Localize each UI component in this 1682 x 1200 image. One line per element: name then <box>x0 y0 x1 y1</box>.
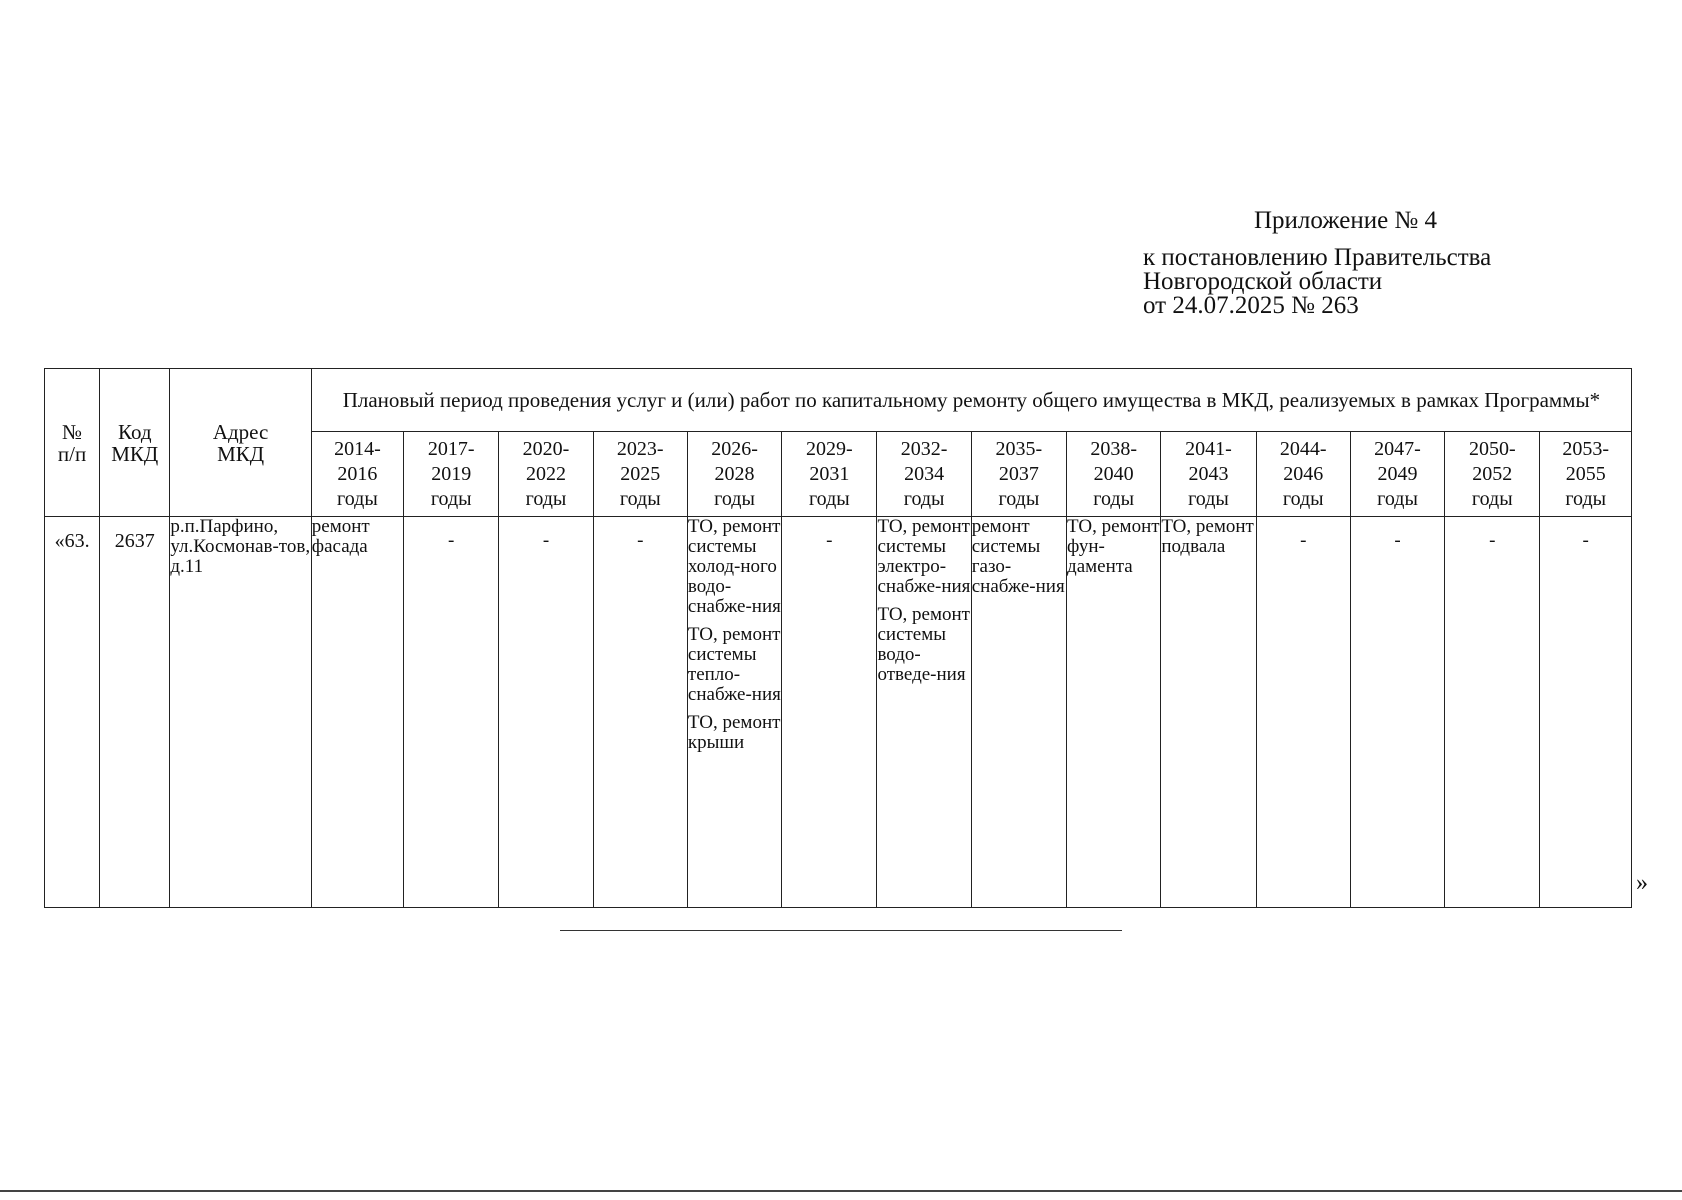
cell-2017: - <box>404 517 499 908</box>
header-planned-period: Плановый период проведения услуг и (или) работ по капитальному ремонту общего имущества в МКД, реализуемых в рамках Программы* <box>311 369 1631 432</box>
year-2044-end: 2046 <box>1283 462 1324 485</box>
year-2044-start: 2044- <box>1279 437 1327 460</box>
appendix-line-resolution: к постановлению Правительства <box>1143 244 1492 271</box>
year-2050 <box>1445 432 1540 517</box>
row-number: «63. <box>45 517 100 908</box>
year-2017-start: 2017- <box>427 437 475 460</box>
header-code-line1: Код <box>117 419 152 444</box>
year-2053 <box>1540 432 1632 517</box>
cell-2023: - <box>593 517 687 908</box>
year-2026-start: 2026- <box>711 437 758 460</box>
year-2047-end: 2049 <box>1377 462 1418 485</box>
year-2035-start: 2035- <box>995 437 1043 460</box>
year-2020-start: 2020- <box>522 437 570 460</box>
year-2026-end: 2028 <box>714 462 755 485</box>
year-2032-end: 2034 <box>904 462 945 485</box>
year-2014-unit: годы <box>337 487 378 510</box>
year-2023-start: 2023- <box>616 437 664 460</box>
year-2032 <box>877 432 971 517</box>
year-2014 <box>311 432 403 517</box>
year-2023-end: 2025 <box>620 462 661 485</box>
year-2026-unit: годы <box>714 487 755 510</box>
header-code <box>100 369 170 517</box>
header-num-line2: п/п <box>57 441 87 466</box>
row-address: р.п.Парфино, ул.Космонав-тов, д.11 <box>170 517 311 908</box>
year-2029-unit: годы <box>808 487 850 510</box>
header-num <box>45 369 100 517</box>
row-code: 2637 <box>100 517 170 908</box>
work-roof: ТО, ремонт крыши <box>687 712 781 753</box>
appendix-line-region: Новгородской области <box>1143 268 1383 295</box>
header-address-line2: МКД <box>217 441 265 466</box>
year-2053-start: 2053- <box>1562 437 1610 460</box>
year-2038-unit: годы <box>1093 487 1135 510</box>
cell-2041: ТО, ремонт подвала <box>1161 517 1256 908</box>
year-2047-start: 2047- <box>1374 437 1421 460</box>
year-2038-end: 2040 <box>1093 462 1134 485</box>
work-sewerage: ТО, ремонт системы водо-отведе-ния <box>877 604 970 685</box>
cell-2035: ремонт системы газо-снабже-ния <box>971 517 1066 908</box>
year-2017-unit: годы <box>430 487 472 510</box>
work-cold-water: ТО, ремонт системы холод-ного водо-снабже-ния <box>687 516 781 617</box>
cell-2053: - <box>1540 517 1632 908</box>
closing-quote: » <box>1636 870 1648 896</box>
year-2050-start: 2050- <box>1468 437 1516 460</box>
year-2014-start: 2014- <box>334 437 381 460</box>
year-2020-end: 2022 <box>525 462 566 485</box>
year-2050-unit: годы <box>1471 487 1513 510</box>
cell-2047: - <box>1350 517 1444 908</box>
header-address-line1: Адрес <box>212 419 269 444</box>
year-2053-end: 2055 <box>1565 462 1606 485</box>
header-num-line1: № <box>62 419 83 444</box>
year-2038-start: 2038- <box>1090 437 1137 460</box>
year-2044-unit: годы <box>1282 487 1324 510</box>
year-2041-unit: годы <box>1188 487 1229 510</box>
year-2047 <box>1350 432 1444 517</box>
work-heating: ТО, ремонт системы тепло-снабже-ния <box>687 624 781 705</box>
year-2017-end: 2019 <box>431 462 472 485</box>
year-2020 <box>499 432 593 517</box>
year-2026 <box>687 432 781 517</box>
year-2020-unit: годы <box>525 487 567 510</box>
year-2041-end: 2043 <box>1188 462 1229 485</box>
footnote-separator <box>560 930 1122 931</box>
year-2041 <box>1161 432 1256 517</box>
cell-2038: ТО, ремонт фун-дамента <box>1067 517 1161 908</box>
year-2032-start: 2032- <box>900 437 948 460</box>
repair-schedule-table <box>44 368 1632 908</box>
year-2023-unit: годы <box>619 487 661 510</box>
cell-2029: - <box>782 517 877 908</box>
page-bottom-line <box>0 1190 1682 1192</box>
year-2041-start: 2041- <box>1185 437 1232 460</box>
year-2038 <box>1067 432 1161 517</box>
header-row-top <box>45 369 1632 432</box>
work-electricity: ТО, ремонт системы электро-снабже-ния <box>877 516 971 597</box>
header-code-line2: МКД <box>111 441 159 466</box>
year-2014-end: 2016 <box>337 462 378 485</box>
year-2023 <box>593 432 687 517</box>
year-2044 <box>1256 432 1350 517</box>
appendix-title: Приложение № 4 <box>1254 207 1438 234</box>
year-2053-unit: годы <box>1565 487 1607 510</box>
year-2035-unit: годы <box>998 487 1040 510</box>
cell-2020: - <box>499 517 593 908</box>
cell-2044: - <box>1256 517 1350 908</box>
year-2029 <box>782 432 877 517</box>
appendix-line-date: от 24.07.2025 № 263 <box>1143 292 1359 319</box>
year-2050-end: 2052 <box>1472 462 1513 485</box>
table-row <box>45 517 1632 908</box>
year-2032-unit: годы <box>903 487 945 510</box>
year-2035 <box>971 432 1066 517</box>
cell-2014: ремонт фасада <box>311 517 403 908</box>
year-2029-end: 2031 <box>809 462 850 485</box>
cell-2032 <box>877 517 971 908</box>
cell-2026 <box>687 517 781 908</box>
header-address <box>170 369 311 517</box>
year-2017 <box>404 432 499 517</box>
cell-2050: - <box>1445 517 1540 908</box>
year-2035-end: 2037 <box>998 462 1039 485</box>
year-2047-unit: годы <box>1377 487 1418 510</box>
year-2029-start: 2029- <box>805 437 853 460</box>
